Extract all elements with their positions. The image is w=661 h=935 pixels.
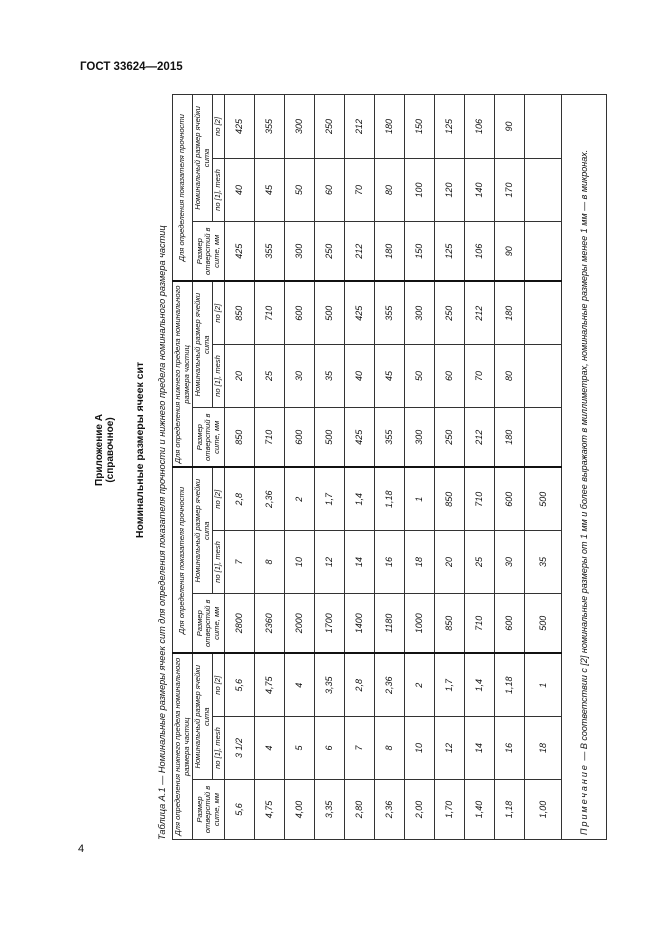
table-cell [524, 158, 561, 221]
table-cell: 16 [374, 530, 404, 593]
table-cell: 45 [254, 158, 284, 221]
table-cell: 425 [344, 407, 374, 467]
table-cell: 2800 [224, 593, 254, 653]
table-cell: 170 [494, 158, 524, 221]
table-cell: 1700 [314, 593, 344, 653]
table-cell: 140 [464, 158, 494, 221]
table-cell: 500 [524, 593, 561, 653]
table-cell: 8 [374, 717, 404, 780]
table-cell: 2,36 [254, 467, 284, 530]
table-cell: 600 [494, 593, 524, 653]
table-cell: 16 [494, 717, 524, 780]
table-cell: 1,7 [434, 653, 464, 716]
table-cell: 25 [254, 344, 284, 407]
table-cell: 125 [434, 94, 464, 158]
table-cell: 150 [404, 94, 434, 158]
table-row [524, 94, 561, 839]
table-cell: 300 [284, 221, 314, 281]
table-cell: 50 [404, 344, 434, 407]
sub-header-iso: по [2] [213, 467, 225, 530]
table-cell: 600 [284, 407, 314, 467]
table-cell: 212 [344, 221, 374, 281]
table-cell: 40 [344, 344, 374, 407]
table-cell: 1,18 [494, 780, 524, 840]
table-cell: 2,00 [404, 780, 434, 840]
table-cell: 1,4 [344, 467, 374, 530]
table-cell: 212 [464, 281, 494, 344]
table-cell: 355 [374, 407, 404, 467]
table-cell [524, 221, 561, 281]
table-cell: 425 [224, 221, 254, 281]
table-cell: 300 [404, 281, 434, 344]
table-cell: 600 [284, 281, 314, 344]
table-cell: 5,6 [224, 653, 254, 716]
table-cell: 14 [464, 717, 494, 780]
section-title: Номинальные размеры ячеек сит [134, 361, 146, 539]
table-body [224, 94, 561, 839]
table-cell: 30 [284, 344, 314, 407]
table-cell: 6 [314, 717, 344, 780]
group-header-lower-limit-1: Для определения нижнего предела номинального размера частиц [173, 653, 193, 839]
sub-header-iso: по [2] [213, 653, 225, 716]
nominal-header: Номинальный размер ячейки сита [193, 281, 213, 407]
group-header-strength-2: Для определения показателя прочности [173, 94, 193, 281]
table-cell [524, 281, 561, 344]
table-cell: 7 [344, 717, 374, 780]
table-cell: 250 [434, 407, 464, 467]
table-caption: Таблица А.1 — Номинальные размеры ячеек сит для определения показателя прочности и нижнего предела номинального размера частиц [157, 225, 167, 840]
table-row [314, 94, 344, 839]
table-cell: 710 [464, 593, 494, 653]
table-cell: 150 [404, 221, 434, 281]
table-cell: 35 [314, 344, 344, 407]
table-cell: 40 [224, 158, 254, 221]
size-header: Размер отверстий в сите, мм [193, 780, 225, 840]
table-row [344, 94, 374, 839]
table-cell: 10 [404, 717, 434, 780]
document-code: ГОСТ 33624—2015 [80, 61, 183, 73]
table-cell: 4 [254, 717, 284, 780]
table-cell: 1,70 [434, 780, 464, 840]
table-cell: 180 [494, 281, 524, 344]
group-header-lower-limit-2: Для определения нижнего предела номинального размера частиц [173, 281, 193, 467]
table-cell: 180 [494, 407, 524, 467]
table-cell: 425 [344, 281, 374, 344]
rotated-page-content [86, 60, 589, 840]
nominal-header: Номинальный размер ячейки сита [193, 94, 213, 221]
table-cell [524, 407, 561, 467]
table-cell: 8 [254, 530, 284, 593]
table-cell: 2,36 [374, 653, 404, 716]
table-cell: 70 [464, 344, 494, 407]
table-cell: 1,00 [524, 780, 561, 840]
table-cell: 4 [284, 653, 314, 716]
table-cell: 2 [284, 467, 314, 530]
table-cell: 180 [374, 94, 404, 158]
table-cell: 30 [494, 530, 524, 593]
table-cell: 90 [494, 221, 524, 281]
group-header-strength-1: Для определения показателя прочности [173, 467, 193, 653]
table-cell: 60 [314, 158, 344, 221]
appendix-subtitle: (справочное) [105, 417, 116, 483]
table-cell: 2,8 [224, 467, 254, 530]
page-number: 4 [78, 843, 85, 855]
table-cell: 12 [434, 717, 464, 780]
table-cell: 106 [464, 221, 494, 281]
table-cell: 1180 [374, 593, 404, 653]
table-cell: 14 [344, 530, 374, 593]
table-row [404, 94, 434, 839]
table-row [464, 94, 494, 839]
size-header: Размер отверстий в сите, мм [193, 593, 225, 653]
table-note [561, 94, 606, 839]
table-cell [524, 94, 561, 158]
table-cell: 500 [314, 281, 344, 344]
table-cell: 1,18 [374, 467, 404, 530]
table-cell: 1,7 [314, 467, 344, 530]
table-cell: 10 [284, 530, 314, 593]
table-cell: 180 [374, 221, 404, 281]
note-label: Примечание [578, 763, 589, 835]
sub-header-mesh: по [1], mesh [213, 717, 225, 780]
table-cell: 45 [374, 344, 404, 407]
sub-header-mesh: по [1], mesh [213, 158, 225, 221]
table-cell: 106 [464, 94, 494, 158]
table-cell: 4,00 [284, 780, 314, 840]
table-cell: 2360 [254, 593, 284, 653]
note-text: — В соответствии с [2] номинальные размеры от 1 мм и более выражают в миллиметрах, номинальные размеры менее 1 мм — в микронах. [578, 149, 589, 764]
table-cell: 2000 [284, 593, 314, 653]
table-cell: 18 [524, 717, 561, 780]
table-cell: 850 [224, 407, 254, 467]
table-cell: 850 [434, 467, 464, 530]
table-cell: 1,40 [464, 780, 494, 840]
appendix-title: Приложение А [94, 414, 105, 486]
table-row [374, 94, 404, 839]
table-cell: 425 [224, 94, 254, 158]
table-cell: 100 [404, 158, 434, 221]
table-cell: 355 [374, 281, 404, 344]
table-cell: 300 [284, 94, 314, 158]
sub-header-mesh: по [1], mesh [213, 530, 225, 593]
table-cell: 60 [434, 344, 464, 407]
table-cell: 70 [344, 158, 374, 221]
table-cell: 1,4 [464, 653, 494, 716]
table-cell: 3 1/2 [224, 717, 254, 780]
table-cell: 7 [224, 530, 254, 593]
table-cell: 1,18 [494, 653, 524, 716]
table-cell: 710 [254, 407, 284, 467]
table-cell: 18 [404, 530, 434, 593]
table-cell: 1 [404, 467, 434, 530]
table-cell: 2,36 [374, 780, 404, 840]
table-cell: 2 [404, 653, 434, 716]
table-cell: 212 [344, 94, 374, 158]
table-cell: 3,35 [314, 780, 344, 840]
table-cell: 25 [464, 530, 494, 593]
table-row [224, 94, 254, 839]
table-cell: 1000 [404, 593, 434, 653]
table-cell: 1 [524, 653, 561, 716]
table-cell: 2,8 [344, 653, 374, 716]
table-cell: 500 [524, 467, 561, 530]
table-cell: 5 [284, 717, 314, 780]
table-cell: 35 [524, 530, 561, 593]
table-cell: 20 [434, 530, 464, 593]
table-cell: 300 [404, 407, 434, 467]
table-cell: 4,75 [254, 780, 284, 840]
table-cell: 80 [494, 344, 524, 407]
table-cell: 120 [434, 158, 464, 221]
table-cell: 80 [374, 158, 404, 221]
table-row [254, 94, 284, 839]
table-cell: 355 [254, 221, 284, 281]
table-cell: 850 [434, 593, 464, 653]
nominal-header: Номинальный размер ячейки сита [193, 467, 213, 593]
table-cell: 90 [494, 94, 524, 158]
table-row [494, 94, 524, 839]
table-cell: 5,6 [224, 780, 254, 840]
sub-header-iso: по [2] [213, 94, 225, 158]
size-header: Размер отверстий в сите, мм [193, 221, 225, 281]
table-cell: 1400 [344, 593, 374, 653]
table-row [434, 94, 464, 839]
table-cell [524, 344, 561, 407]
table-cell: 500 [314, 407, 344, 467]
table-cell: 4,75 [254, 653, 284, 716]
table-cell: 20 [224, 344, 254, 407]
size-header: Размер отверстий в сите, мм [193, 407, 225, 467]
table-cell: 50 [284, 158, 314, 221]
table-cell: 250 [314, 94, 344, 158]
table-cell: 710 [254, 281, 284, 344]
table-row [284, 94, 314, 839]
table-cell: 3,35 [314, 653, 344, 716]
table-cell: 600 [494, 467, 524, 530]
table-cell: 710 [464, 467, 494, 530]
table-cell: 355 [254, 94, 284, 158]
table-cell: 250 [314, 221, 344, 281]
table-cell: 212 [464, 407, 494, 467]
sub-header-mesh: по [1], mesh [213, 344, 225, 407]
nominal-header: Номинальный размер ячейки сита [193, 653, 213, 779]
table-cell: 250 [434, 281, 464, 344]
sub-header-iso: по [2] [213, 281, 225, 344]
table-cell: 850 [224, 281, 254, 344]
table-cell: 2,80 [344, 780, 374, 840]
table-cell: 12 [314, 530, 344, 593]
table-cell: 125 [434, 221, 464, 281]
sieve-sizes-table [172, 94, 607, 840]
